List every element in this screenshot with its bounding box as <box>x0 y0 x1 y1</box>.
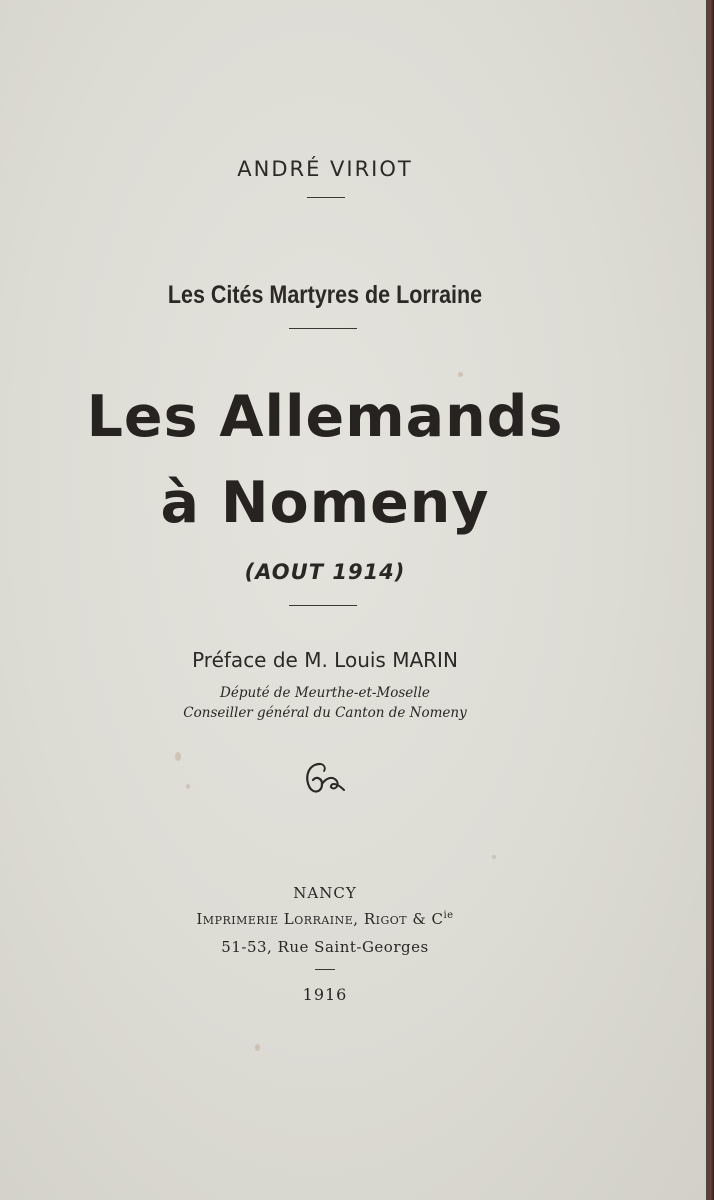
imprint-printer-name: Imprimerie Lorraine, Rigot & C <box>196 910 444 928</box>
book-title-line2: à Nomeny <box>160 470 490 536</box>
book-title-line1: Les Allemands <box>86 384 564 450</box>
book-spine-edge <box>706 0 714 1200</box>
imprint-year: 1916 <box>302 985 348 1004</box>
paper-stain <box>458 372 463 377</box>
imprint-city: NANCY <box>293 884 357 902</box>
imprint-printer-suffix: ie <box>443 910 454 921</box>
paper-stain <box>255 1044 260 1051</box>
divider <box>289 328 357 329</box>
paper-stain <box>492 855 496 859</box>
imprint-address: 51-53, Rue Saint-Georges <box>221 938 429 956</box>
paper-stain <box>175 752 181 761</box>
printer-ornament-icon <box>300 758 352 798</box>
divider <box>307 197 345 198</box>
date-subtitle: (AOUT 1914) <box>244 560 406 584</box>
preface-role-councillor: Conseiller général du Canton de Nomeny <box>183 705 467 721</box>
preface-role-deputy: Député de Meurthe-et-Moselle <box>220 685 430 701</box>
preface-line: Préface de M. Louis MARIN <box>192 648 458 672</box>
series-title: Les Cités Martyres de Lorraine <box>167 281 483 309</box>
paper-stain <box>186 784 190 789</box>
author-name: ANDRÉ VIRIOT <box>237 157 413 181</box>
divider <box>289 605 357 606</box>
imprint-printer <box>0 910 650 928</box>
divider <box>315 969 335 970</box>
